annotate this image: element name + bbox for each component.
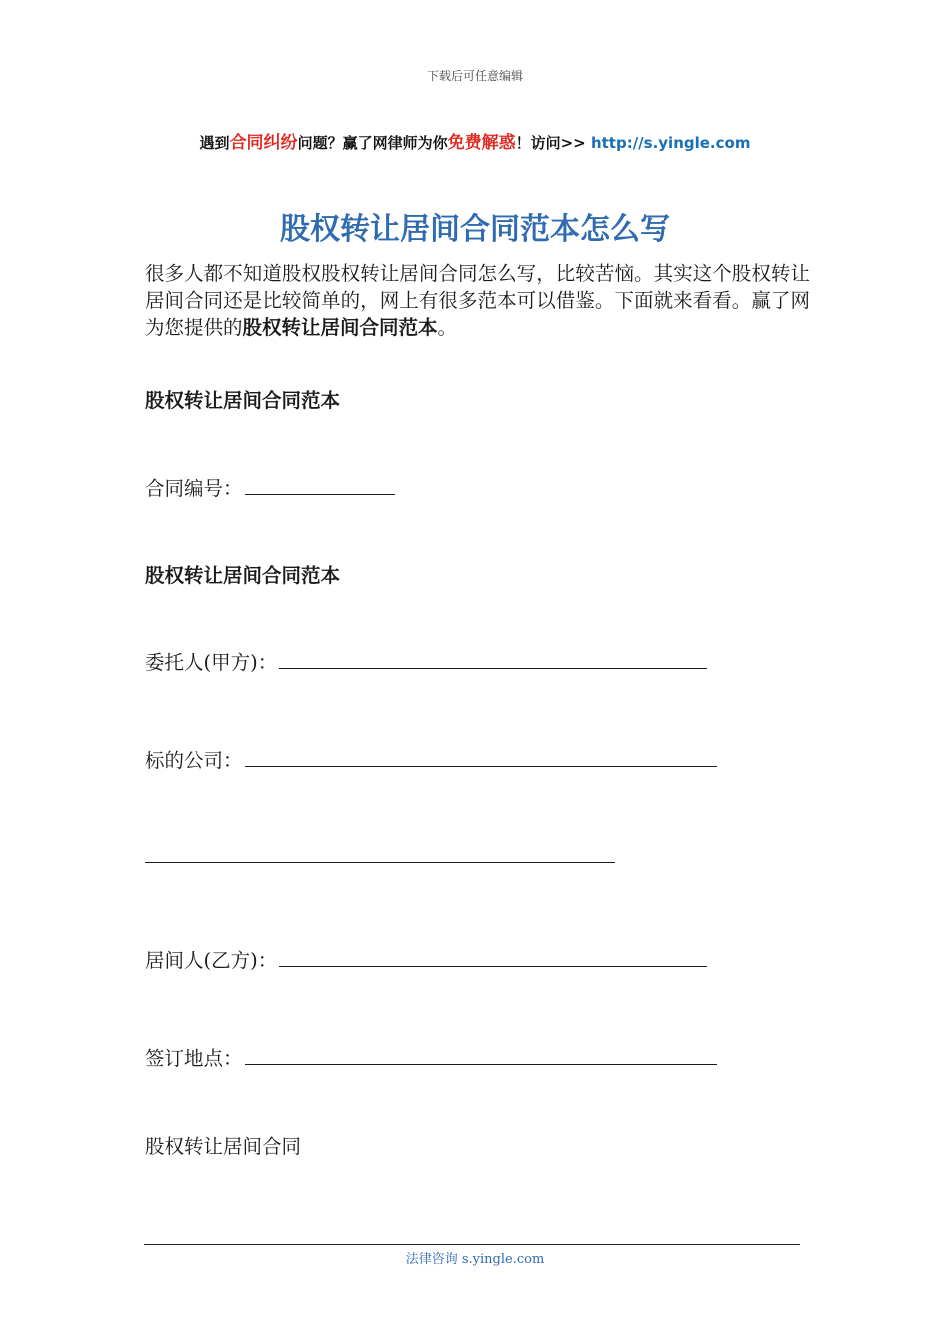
contract-number-blank[interactable] bbox=[245, 493, 395, 495]
promo-text-3: ！访问>> bbox=[515, 134, 591, 152]
promo-link[interactable]: http://s.yingle.com bbox=[590, 134, 751, 152]
promo-text-1: 遇到 bbox=[199, 134, 230, 152]
principal-blank[interactable] bbox=[279, 667, 707, 669]
document-title: 股权转让居间合同范本怎么写 bbox=[280, 212, 670, 247]
intermediary-label: 居间人(乙方)： bbox=[145, 949, 278, 972]
footer-divider bbox=[144, 1244, 800, 1245]
section-heading-2: 股权转让居间合同范本 bbox=[145, 564, 341, 587]
contract-number-label: 合同编号： bbox=[145, 477, 243, 500]
promo-text-2: 问题？赢了网律师为你 bbox=[297, 134, 448, 152]
intermediary-blank[interactable] bbox=[279, 965, 707, 967]
signing-place-label: 签订地点： bbox=[145, 1047, 243, 1070]
contract-number-line bbox=[145, 473, 395, 501]
promo-banner bbox=[0, 128, 950, 153]
intro-paragraph bbox=[145, 260, 810, 341]
section-heading-1: 股权转让居间合同范本 bbox=[145, 389, 341, 412]
page-footer: 法律咨询 s.yingle.com bbox=[405, 1252, 545, 1267]
target-company-extra-blank[interactable] bbox=[145, 861, 615, 863]
page-header: 下载后可任意编辑 bbox=[426, 69, 523, 83]
intro-text: 很多人都不知道股权股权转让居间合同怎么写，比较苦恼。其实这个股权转让居间合同还是比较简单的，网上有很多范本可以借鉴。下面就来看看。赢了网为您提供的 bbox=[145, 262, 810, 339]
promo-highlight-contract-dispute: 合同纠纷 bbox=[229, 133, 298, 153]
closing-line: 股权转让居间合同 bbox=[145, 1135, 302, 1158]
signing-place-blank[interactable] bbox=[245, 1063, 717, 1065]
target-company-blank[interactable] bbox=[245, 765, 717, 767]
principal-line bbox=[145, 647, 707, 675]
intermediary-line bbox=[145, 945, 707, 973]
promo-highlight-free-answer: 免费解惑 bbox=[447, 133, 516, 153]
target-company-label: 标的公司： bbox=[145, 749, 243, 772]
intro-bold-term: 股权转让居间合同范本 bbox=[242, 316, 438, 339]
target-company-continuation-line bbox=[145, 845, 615, 868]
principal-label: 委托人(甲方)： bbox=[145, 651, 278, 674]
target-company-line bbox=[145, 745, 717, 773]
signing-place-line bbox=[145, 1043, 717, 1071]
intro-end: 。 bbox=[437, 316, 458, 339]
